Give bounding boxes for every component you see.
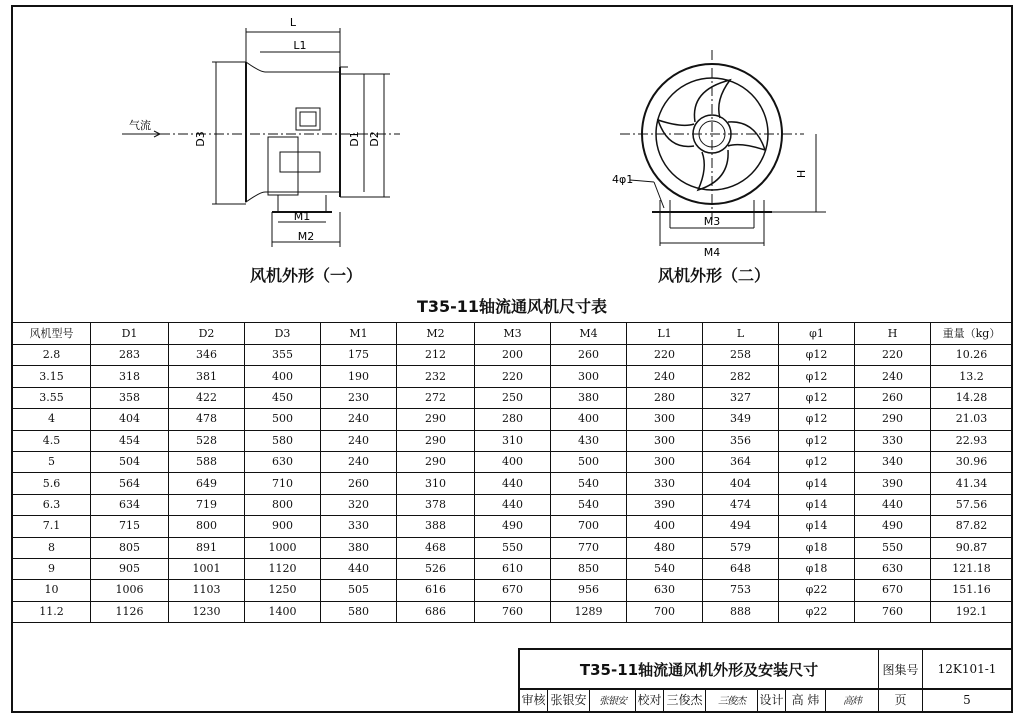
table-cell: 6.3	[13, 494, 91, 515]
table-cell: φ12	[779, 345, 855, 366]
table-cell: 355	[245, 345, 321, 366]
table-cell: φ18	[779, 558, 855, 579]
table-cell: 358	[91, 387, 169, 408]
table-cell: 670	[475, 580, 551, 601]
table-title: T35-11轴流通风机尺寸表	[416, 297, 608, 316]
table-cell: 14.28	[931, 387, 1013, 408]
table-cell: 1250	[245, 580, 321, 601]
table-cell: φ14	[779, 516, 855, 537]
drawing1-caption: 风机外形（一）	[250, 266, 363, 285]
table-cell: 440	[321, 558, 397, 579]
table-cell: 800	[169, 516, 245, 537]
table-row	[13, 387, 1013, 408]
table-cell: 290	[397, 430, 475, 451]
table-cell: 891	[169, 537, 245, 558]
table-cell: 686	[397, 601, 475, 622]
column-header: 风机型号	[13, 323, 91, 345]
table-cell: 700	[627, 601, 703, 622]
table-row	[13, 494, 1013, 515]
table-cell: 340	[855, 451, 931, 472]
table-cell: φ22	[779, 580, 855, 601]
checker-signature: 三俊杰	[706, 688, 758, 711]
table-cell: 30.96	[931, 451, 1013, 472]
atlas-number: 12K101-1	[937, 662, 997, 676]
title-block-top	[520, 650, 1011, 690]
table-cell: φ12	[779, 430, 855, 451]
table-cell: 190	[321, 366, 397, 387]
table-cell: 300	[551, 366, 627, 387]
table-cell: 760	[855, 601, 931, 622]
table-cell: φ12	[779, 366, 855, 387]
dim-M3-label: M3	[703, 215, 721, 228]
table-cell: 579	[703, 537, 779, 558]
table-cell: 500	[551, 451, 627, 472]
table-cell: 41.34	[931, 473, 1013, 494]
table-cell: 440	[475, 494, 551, 515]
table-row	[13, 345, 1013, 366]
table-cell: 440	[475, 473, 551, 494]
table-cell: 956	[551, 580, 627, 601]
table-cell: 564	[91, 473, 169, 494]
table-cell: 21.03	[931, 409, 1013, 430]
table-cell: 330	[627, 473, 703, 494]
dim-D1-label: D1	[348, 131, 361, 147]
table-cell: 300	[627, 451, 703, 472]
design-label: 设计	[758, 688, 786, 711]
table-cell: 670	[855, 580, 931, 601]
table-cell: 310	[397, 473, 475, 494]
table-cell: 1289	[551, 601, 627, 622]
dim-M2-label: M2	[297, 230, 315, 243]
table-cell: 290	[855, 409, 931, 430]
table-cell: 364	[703, 451, 779, 472]
table-cell: 1001	[169, 558, 245, 579]
table-cell: 8	[13, 537, 91, 558]
checker-name: 三俊杰	[664, 688, 706, 711]
dim-D2-label: D2	[368, 131, 381, 147]
table-row	[13, 601, 1013, 622]
table-cell: 468	[397, 537, 475, 558]
table-cell: 490	[475, 516, 551, 537]
column-header: D1	[91, 323, 169, 345]
table-cell: 630	[855, 558, 931, 579]
reviewer-signature: 张银安	[590, 688, 636, 711]
dim-L1-label: L1	[293, 39, 307, 52]
table-cell: 381	[169, 366, 245, 387]
table-cell: 87.82	[931, 516, 1013, 537]
dim-M4-label: M4	[703, 246, 721, 259]
table-row	[13, 558, 1013, 579]
table-cell: 540	[551, 494, 627, 515]
table-cell: 454	[91, 430, 169, 451]
table-cell: 404	[703, 473, 779, 494]
table-cell: 151.16	[931, 580, 1013, 601]
dim-H-label: H	[795, 169, 808, 179]
table-cell: φ12	[779, 409, 855, 430]
column-header: M3	[475, 323, 551, 345]
table-cell: 580	[245, 430, 321, 451]
table-cell: 310	[475, 430, 551, 451]
table-cell: 634	[91, 494, 169, 515]
table-cell: 474	[703, 494, 779, 515]
table-cell: 300	[627, 430, 703, 451]
table-header-row	[13, 323, 1013, 345]
table-body	[13, 345, 1013, 623]
table-cell: 230	[321, 387, 397, 408]
drawing-title: T35-11轴流通风机外形及安装尺寸	[520, 650, 879, 688]
table-cell: 240	[321, 451, 397, 472]
table-cell: 710	[245, 473, 321, 494]
table-cell: 400	[245, 366, 321, 387]
table-cell: 770	[551, 537, 627, 558]
table-cell: 280	[475, 409, 551, 430]
table-cell: 905	[91, 558, 169, 579]
table-cell: 540	[551, 473, 627, 494]
column-header: M2	[397, 323, 475, 345]
table-cell: 422	[169, 387, 245, 408]
title-block	[518, 648, 1013, 713]
table-cell: 3.15	[13, 366, 91, 387]
table-row	[13, 580, 1013, 601]
table-cell: 450	[245, 387, 321, 408]
column-header: L1	[627, 323, 703, 345]
table-cell: 1126	[91, 601, 169, 622]
table-cell: 610	[475, 558, 551, 579]
table-cell: 540	[627, 558, 703, 579]
table-cell: 7.1	[13, 516, 91, 537]
table-cell: φ14	[779, 494, 855, 515]
table-cell: 4	[13, 409, 91, 430]
table-cell: 240	[321, 430, 397, 451]
table-cell: 300	[627, 409, 703, 430]
table-cell: 404	[91, 409, 169, 430]
table-cell: 390	[855, 473, 931, 494]
table-cell: 1103	[169, 580, 245, 601]
table-cell: 480	[627, 537, 703, 558]
table-cell: 260	[855, 387, 931, 408]
table-cell: 280	[627, 387, 703, 408]
table-cell: 504	[91, 451, 169, 472]
table-row	[13, 409, 1013, 430]
table-cell: 175	[321, 345, 397, 366]
table-cell: 760	[475, 601, 551, 622]
table-cell: 283	[91, 345, 169, 366]
table-cell: 900	[245, 516, 321, 537]
table-cell: 330	[321, 516, 397, 537]
table-cell: 430	[551, 430, 627, 451]
table-row	[13, 473, 1013, 494]
table-cell: 494	[703, 516, 779, 537]
fan-front-view-drawing	[590, 50, 840, 262]
table-cell: 240	[321, 409, 397, 430]
table-cell: φ12	[779, 387, 855, 408]
table-cell: 478	[169, 409, 245, 430]
page-number: 5	[963, 692, 971, 707]
table-cell: 232	[397, 366, 475, 387]
table-cell: 715	[91, 516, 169, 537]
table-cell: 1120	[245, 558, 321, 579]
table-cell: 10.26	[931, 345, 1013, 366]
table-cell: 5	[13, 451, 91, 472]
table-cell: 356	[703, 430, 779, 451]
page-label: 页	[879, 688, 923, 711]
table-cell: 11.2	[13, 601, 91, 622]
table-cell: 490	[855, 516, 931, 537]
holes-label: 4φ1	[612, 173, 634, 186]
dim-D3-label: D3	[194, 131, 207, 147]
table-cell: 192.1	[931, 601, 1013, 622]
table-cell: 318	[91, 366, 169, 387]
table-cell: 121.18	[931, 558, 1013, 579]
table-cell: 400	[475, 451, 551, 472]
table-cell: 320	[321, 494, 397, 515]
table-cell: 327	[703, 387, 779, 408]
table-cell: 240	[627, 366, 703, 387]
table-cell: 505	[321, 580, 397, 601]
table-cell: 5.6	[13, 473, 91, 494]
review-label: 审核	[520, 688, 548, 711]
table-cell: 805	[91, 537, 169, 558]
table-cell: 2.8	[13, 345, 91, 366]
table-row	[13, 537, 1013, 558]
table-cell: 400	[627, 516, 703, 537]
dim-L-label: L	[289, 16, 297, 29]
table-cell: 550	[475, 537, 551, 558]
table-cell: 22.93	[931, 430, 1013, 451]
table-cell: 380	[321, 537, 397, 558]
table-cell: 290	[397, 451, 475, 472]
table-cell: 440	[855, 494, 931, 515]
table-cell: 400	[551, 409, 627, 430]
table-cell: 4.5	[13, 430, 91, 451]
table-cell: 616	[397, 580, 475, 601]
table-cell: 630	[245, 451, 321, 472]
table-cell: 1006	[91, 580, 169, 601]
table-cell: 220	[855, 345, 931, 366]
table-cell: 10	[13, 580, 91, 601]
table-cell: 528	[169, 430, 245, 451]
table-cell: 200	[475, 345, 551, 366]
dim-M1-label: M1	[293, 210, 311, 223]
table-cell: 500	[245, 409, 321, 430]
fan-side-view-drawing	[100, 12, 420, 262]
table-cell: 648	[703, 558, 779, 579]
table-cell: 90.87	[931, 537, 1013, 558]
table-cell: 526	[397, 558, 475, 579]
table-cell: 346	[169, 345, 245, 366]
column-header: 重量（kg）	[931, 323, 1013, 345]
table-cell: φ14	[779, 473, 855, 494]
table-cell: 57.56	[931, 494, 1013, 515]
table-row	[13, 430, 1013, 451]
table-cell: 1400	[245, 601, 321, 622]
table-cell: 260	[321, 473, 397, 494]
table-cell: 1230	[169, 601, 245, 622]
table-cell: 700	[551, 516, 627, 537]
table-cell: 282	[703, 366, 779, 387]
table-cell: 888	[703, 601, 779, 622]
table-cell: 3.55	[13, 387, 91, 408]
column-header: L	[703, 323, 779, 345]
dimension-table	[12, 322, 1013, 623]
table-cell: 719	[169, 494, 245, 515]
table-cell: 580	[321, 601, 397, 622]
table-row	[13, 451, 1013, 472]
table-cell: 220	[627, 345, 703, 366]
column-header: D3	[245, 323, 321, 345]
column-header: H	[855, 323, 931, 345]
atlas-number-label: 图集号	[879, 650, 923, 688]
title-block-signatures	[520, 688, 1011, 711]
reviewer-name: 张银安	[548, 688, 590, 711]
column-header: φ1	[779, 323, 855, 345]
table-cell: 240	[855, 366, 931, 387]
table-cell: 290	[397, 409, 475, 430]
table-cell: φ18	[779, 537, 855, 558]
drawing2-caption: 风机外形（二）	[658, 266, 771, 285]
column-header: M4	[551, 323, 627, 345]
table-cell: 378	[397, 494, 475, 515]
table-cell: φ12	[779, 451, 855, 472]
table-cell: 272	[397, 387, 475, 408]
table-cell: 1000	[245, 537, 321, 558]
table-cell: 250	[475, 387, 551, 408]
table-cell: 630	[627, 580, 703, 601]
table-cell: 212	[397, 345, 475, 366]
table-cell: 260	[551, 345, 627, 366]
table-cell: 388	[397, 516, 475, 537]
designer-signature: 高炜	[826, 688, 879, 711]
table-cell: 258	[703, 345, 779, 366]
table-cell: 220	[475, 366, 551, 387]
table-cell: 13.2	[931, 366, 1013, 387]
table-cell: 850	[551, 558, 627, 579]
table-cell: 330	[855, 430, 931, 451]
table-cell: φ22	[779, 601, 855, 622]
table-cell: 588	[169, 451, 245, 472]
table-cell: 649	[169, 473, 245, 494]
table-cell: 800	[245, 494, 321, 515]
airflow-label: 气流	[129, 119, 151, 132]
check-label: 校对	[636, 688, 664, 711]
table-cell: 380	[551, 387, 627, 408]
table-cell: 349	[703, 409, 779, 430]
table-cell: 753	[703, 580, 779, 601]
table-cell: 9	[13, 558, 91, 579]
table-cell: 390	[627, 494, 703, 515]
column-header: D2	[169, 323, 245, 345]
designer-name: 高 炜	[786, 688, 826, 711]
table-cell: 550	[855, 537, 931, 558]
column-header: M1	[321, 323, 397, 345]
table-row	[13, 366, 1013, 387]
table-row	[13, 516, 1013, 537]
